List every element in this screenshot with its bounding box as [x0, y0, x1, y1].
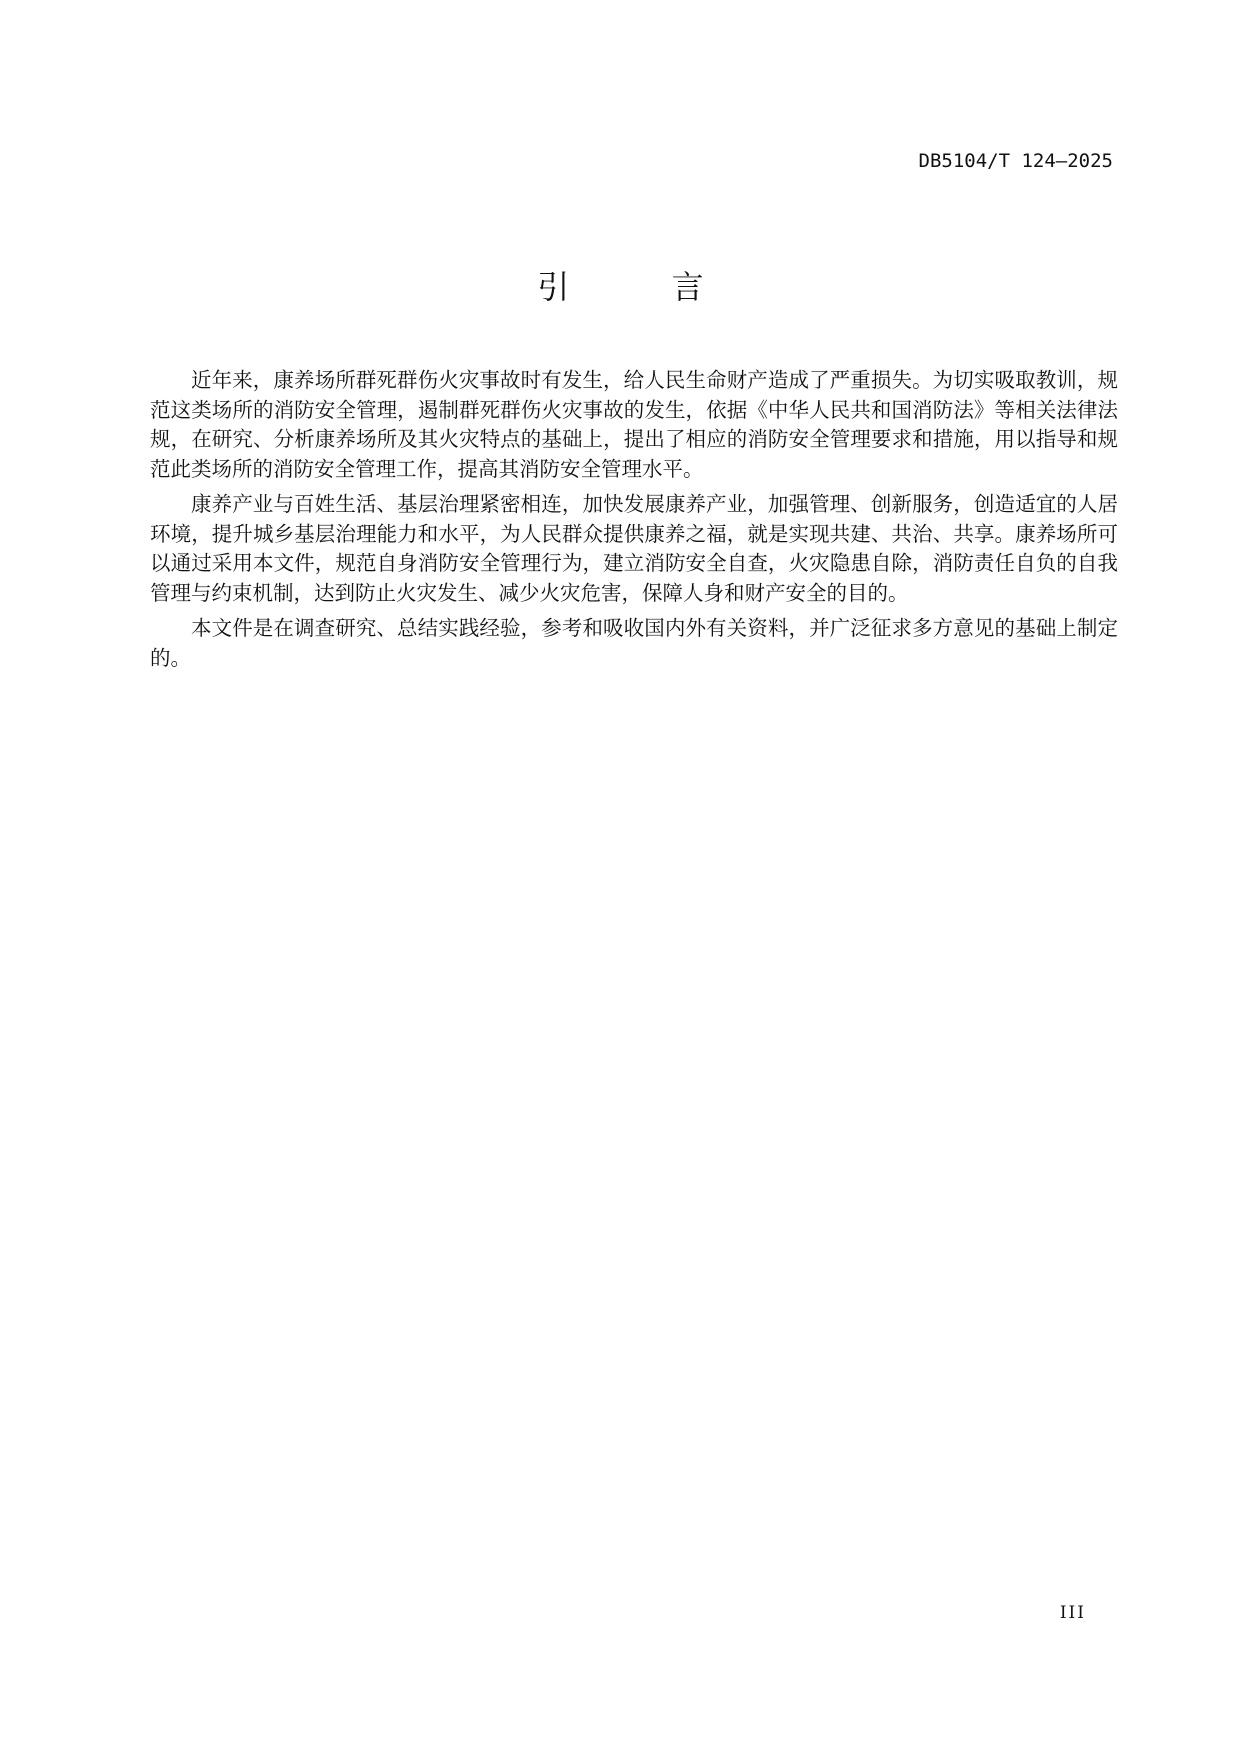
section-title: 引 言 [537, 268, 750, 306]
paragraph-3: 本文件是在调查研究、总结实践经验，参考和吸收国内外有关资料，并广泛征求多方意见的基础上制定的。 [150, 616, 1118, 670]
page-number: III [1059, 1603, 1086, 1623]
paragraph-1: 近年来，康养场所群死群伤火灾事故时有发生，给人民生命财产造成了严重损失。为切实吸取教训，规范这类场所的消防安全管理，遏制群死群伤火灾事故的发生，依据《中华人民共和国消防法》等相关法律法规，在研究、分析康养场所及其火灾特点的基础上，提出了相应的消防安全管理要求和措施，用以指导和规范此类场所的消防安全管理工作，提高其消防安全管理水平。 [150, 368, 1118, 481]
body-text [150, 366, 1118, 679]
document-code: DB5104/T 124—2025 [918, 150, 1113, 172]
paragraph-2: 康养产业与百姓生活、基层治理紧密相连，加快发展康养产业，加强管理、创新服务，创造适宜的人居环境，提升城乡基层治理能力和水平，为人民群众提供康养之福，就是实现共建、共治、共享。康养场所可以通过采用本文件，规范自身消防安全管理行为，建立消防安全自查，火灾隐患自除，消防责任自负的自我管理与约束机制，达到防止火灾发生、减少火灾危害，保障人身和财产安全的目的。 [150, 492, 1118, 605]
